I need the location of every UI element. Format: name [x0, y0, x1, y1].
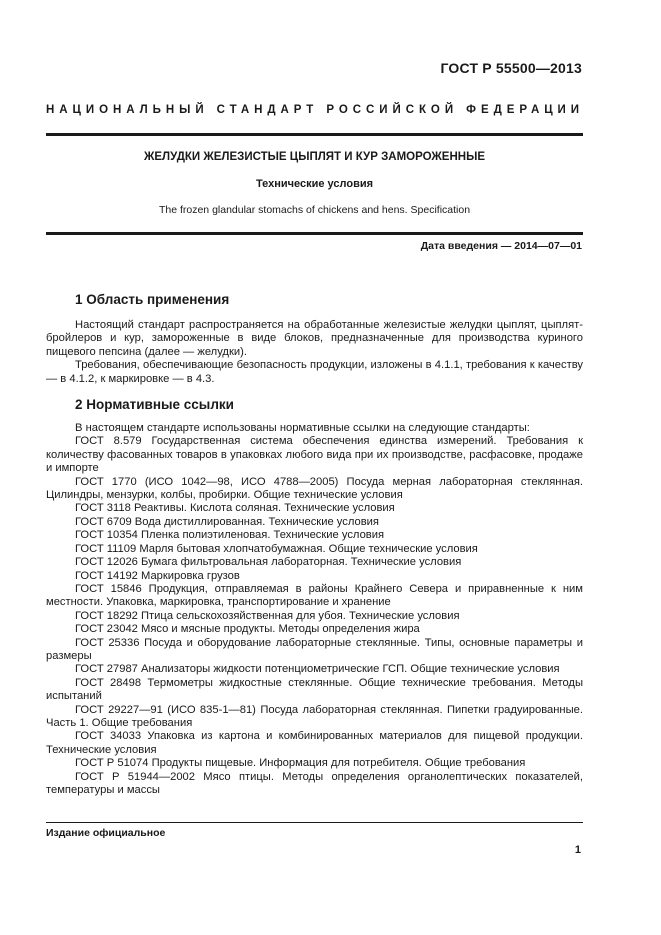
section-2-title: 2 Нормативные ссылки [75, 397, 234, 413]
english-title: The frozen glandular stomachs of chickens and hens. Specification [158, 204, 471, 216]
reference-item: ГОСТ 29227—91 (ИСО 835-1—81) Посуда лабораторная стеклянная. Пипетки градуированные. Часть 1. Общие требования [46, 703, 583, 729]
section-1-paragraph: Настоящий стандарт распространяется на обработанные железистые желудки цыплят, цыплят-бройлеров и кур, замороженные в виде блоков, предназначенные для производства куриного пищевого пепсина (далее — желудки). [46, 319, 583, 358]
section-1-title: 1 Область применения [75, 292, 230, 307]
reference-item: ГОСТ 11109 Марля бытовая хлопчатобумажная. Общие технические условия [75, 542, 478, 555]
reference-item: ГОСТ 3118 Реактивы. Кислота соляная. Технические условия [75, 502, 395, 515]
reference-item: ГОСТ Р 51944—2002 Мясо птицы. Методы определения органолептических показателей, температуры и массы [46, 770, 583, 796]
reference-item: ГОСТ 8.579 Государственная система обеспечения единства измерений. Требования к количеству фасованных товаров в упаковках любого вида при их производстве, расфасовке, продаже и импорте [46, 435, 583, 475]
footer-divider [46, 822, 583, 823]
reference-item: ГОСТ 25336 Посуда и оборудование лабораторные стеклянные. Типы, основные параметры и размеры [46, 636, 583, 662]
reference-item: ГОСТ 18292 Птица сельскохозяйственная для убоя. Технические условия [75, 609, 460, 622]
reference-item: ГОСТ 6709 Вода дистиллированная. Технические условия [75, 515, 379, 528]
reference-item: ГОСТ 27987 Анализаторы жидкости потенциометрические ГСП. Общие технические условия [75, 663, 560, 676]
introduction-date: Дата введения — 2014—07—01 [420, 240, 582, 252]
section-2-intro: В настоящем стандарте использованы нормативные ссылки на следующие стандарты: [75, 422, 530, 435]
reference-item: ГОСТ 15846 Продукция, отправляемая в районы Крайнего Севера и приравненные к ним местности. Упаковка, маркировка, транспортирование и хранение [46, 582, 583, 609]
document-title: ЖЕЛУДКИ ЖЕЛЕЗИСТЫЕ ЦЫПЛЯТ И КУР ЗАМОРОЖЕННЫЕ [143, 151, 486, 163]
reference-item: ГОСТ 28498 Термометры жидкостные стеклянные. Общие технические требования. Методы испытаний [46, 676, 583, 703]
top-divider [46, 133, 583, 136]
document-body [46, 291, 583, 797]
document-subtitle: Технические условия [255, 178, 374, 190]
reference-item: ГОСТ 12026 Бумага фильтровальная лабораторная. Технические условия [75, 556, 462, 569]
reference-item: ГОСТ 23042 Мясо и мясные продукты. Методы определения жира [75, 623, 420, 636]
official-edition-label: Издание официальное [46, 827, 166, 839]
page-number: 1 [574, 844, 581, 856]
reference-item: ГОСТ 34033 Упаковка из картона и комбинированных материалов для пищевой продукции. Технические условия [46, 730, 583, 756]
national-standard-heading: НАЦИОНАЛЬНЫЙ СТАНДАРТ РОССИЙСКОЙ ФЕДЕРАЦИИ [46, 104, 584, 116]
reference-item: ГОСТ Р 51074 Продукты пищевые. Информация для потребителя. Общие требования [75, 757, 526, 770]
reference-item: ГОСТ 10354 Пленка полиэтиленовая. Технические условия [75, 529, 385, 542]
section-1-paragraph: Требования, обеспечивающие безопасность продукции, изложены в 4.1.1, требования к качеству — в 4.1.2, к маркировке — в 4.3. [46, 359, 583, 385]
document-code: ГОСТ Р 55500—2013 [440, 60, 582, 76]
reference-item: ГОСТ 14192 Маркировка грузов [75, 569, 240, 582]
title-divider [46, 232, 583, 235]
reference-item: ГОСТ 1770 (ИСО 1042—98, ИСО 4788—2005) Посуда мерная лабораторная стеклянная. Цилиндры, мензурки, колбы, пробирки. Общие технические условия [46, 475, 583, 502]
